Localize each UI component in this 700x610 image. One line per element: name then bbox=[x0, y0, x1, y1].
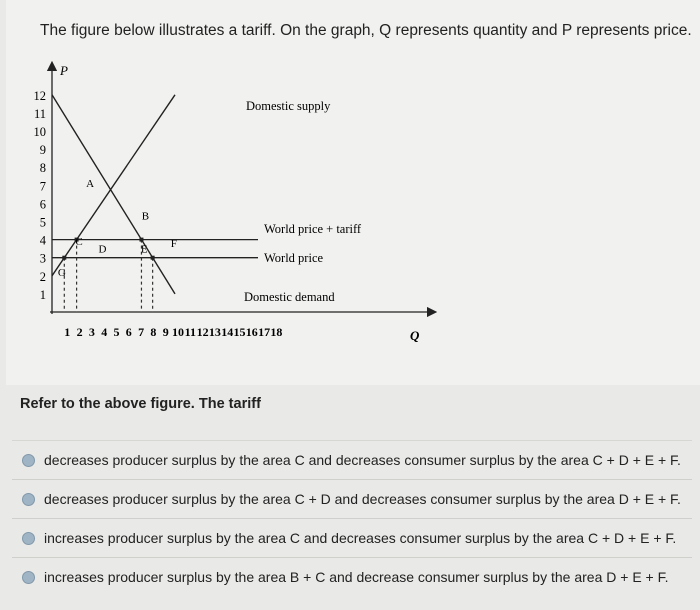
domestic-demand-line bbox=[52, 95, 175, 294]
x-tick-label: 2 bbox=[76, 325, 83, 339]
answer-option-1[interactable] bbox=[12, 440, 692, 479]
y-tick-label: 7 bbox=[39, 179, 46, 194]
intersection-marker bbox=[62, 256, 66, 260]
area-label-d: D bbox=[98, 243, 107, 256]
y-tick-label: 4 bbox=[39, 233, 46, 248]
x-tick-label: 14 bbox=[221, 325, 234, 339]
area-label-f: F bbox=[170, 237, 177, 250]
area-label-b: B bbox=[141, 210, 150, 223]
x-tick-label: 7 bbox=[138, 325, 145, 339]
x-tick-label: 8 bbox=[150, 325, 157, 339]
supply-curve-label: Domestic supply bbox=[246, 99, 331, 113]
answer-option-4[interactable] bbox=[12, 557, 692, 596]
x-tick-label: 3 bbox=[88, 325, 95, 339]
area-label-c: C bbox=[75, 236, 83, 249]
x-tick-label: 18 bbox=[270, 325, 283, 339]
radio-button-icon[interactable] bbox=[22, 493, 35, 506]
x-tick-label: 13 bbox=[208, 325, 221, 339]
option-label: decreases producer surplus by the area C + D and decreases consumer surplus by the area D + E + F. bbox=[44, 491, 681, 507]
x-tick-label: 17 bbox=[258, 325, 271, 339]
y-tick-label: 11 bbox=[33, 106, 46, 121]
option-label: increases producer surplus by the area B + C and decrease consumer surplus by the area D + E + F. bbox=[44, 569, 669, 585]
y-tick-label: 6 bbox=[39, 197, 46, 212]
x-tick-label: 10 bbox=[172, 325, 184, 339]
x-axis-label: Q bbox=[410, 328, 420, 343]
answer-option-3[interactable] bbox=[12, 518, 692, 557]
x-tick-label: 11 bbox=[184, 325, 196, 339]
area-label-a: A bbox=[86, 178, 95, 191]
area-label-e: E bbox=[140, 243, 148, 256]
y-tick-label: 1 bbox=[39, 287, 46, 302]
x-tick-label: 5 bbox=[113, 325, 120, 339]
option-label: decreases producer surplus by the area C and decreases consumer surplus by the area C + D + E + F. bbox=[44, 452, 681, 468]
intersection-marker bbox=[139, 238, 143, 242]
world-price-tariff-label: World price + tariff bbox=[264, 222, 362, 236]
y-tick-label: 9 bbox=[39, 143, 46, 158]
answer-options bbox=[12, 440, 692, 596]
y-tick-label: 12 bbox=[33, 88, 46, 103]
x-tick-label: 12 bbox=[196, 325, 209, 339]
x-tick-label: 6 bbox=[125, 325, 132, 339]
domestic-supply-line bbox=[52, 95, 175, 276]
y-tick-label: 5 bbox=[39, 215, 46, 230]
y-tick-label: 2 bbox=[39, 269, 46, 284]
radio-button-icon[interactable] bbox=[22, 454, 35, 467]
option-label: increases producer surplus by the area C and decreases consumer surplus by the area C + D + E + F. bbox=[44, 530, 677, 546]
area-label-g: G bbox=[57, 266, 66, 279]
question-text: The figure below illustrates a tariff. On the graph, Q represents quantity and P represents price. bbox=[40, 22, 692, 39]
answer-option-2[interactable] bbox=[12, 479, 692, 518]
prompt-text: Refer to the above figure. The tariff bbox=[20, 396, 261, 412]
demand-curve-label: Domestic demand bbox=[244, 290, 335, 304]
world-price-label: World price bbox=[264, 251, 324, 265]
y-axis-label: P bbox=[60, 63, 68, 78]
intersection-marker bbox=[151, 256, 155, 260]
y-tick-label: 8 bbox=[39, 161, 46, 176]
x-tick-label: 9 bbox=[162, 325, 169, 339]
y-tick-label: 3 bbox=[39, 251, 46, 266]
radio-button-icon[interactable] bbox=[22, 571, 35, 584]
x-tick-label: 16 bbox=[245, 325, 258, 339]
radio-button-icon[interactable] bbox=[22, 532, 35, 545]
y-tick-label: 10 bbox=[33, 125, 46, 139]
x-tick-label: 15 bbox=[233, 325, 246, 339]
x-tick-label: 4 bbox=[101, 325, 108, 339]
x-tick-label: 1 bbox=[64, 325, 71, 339]
